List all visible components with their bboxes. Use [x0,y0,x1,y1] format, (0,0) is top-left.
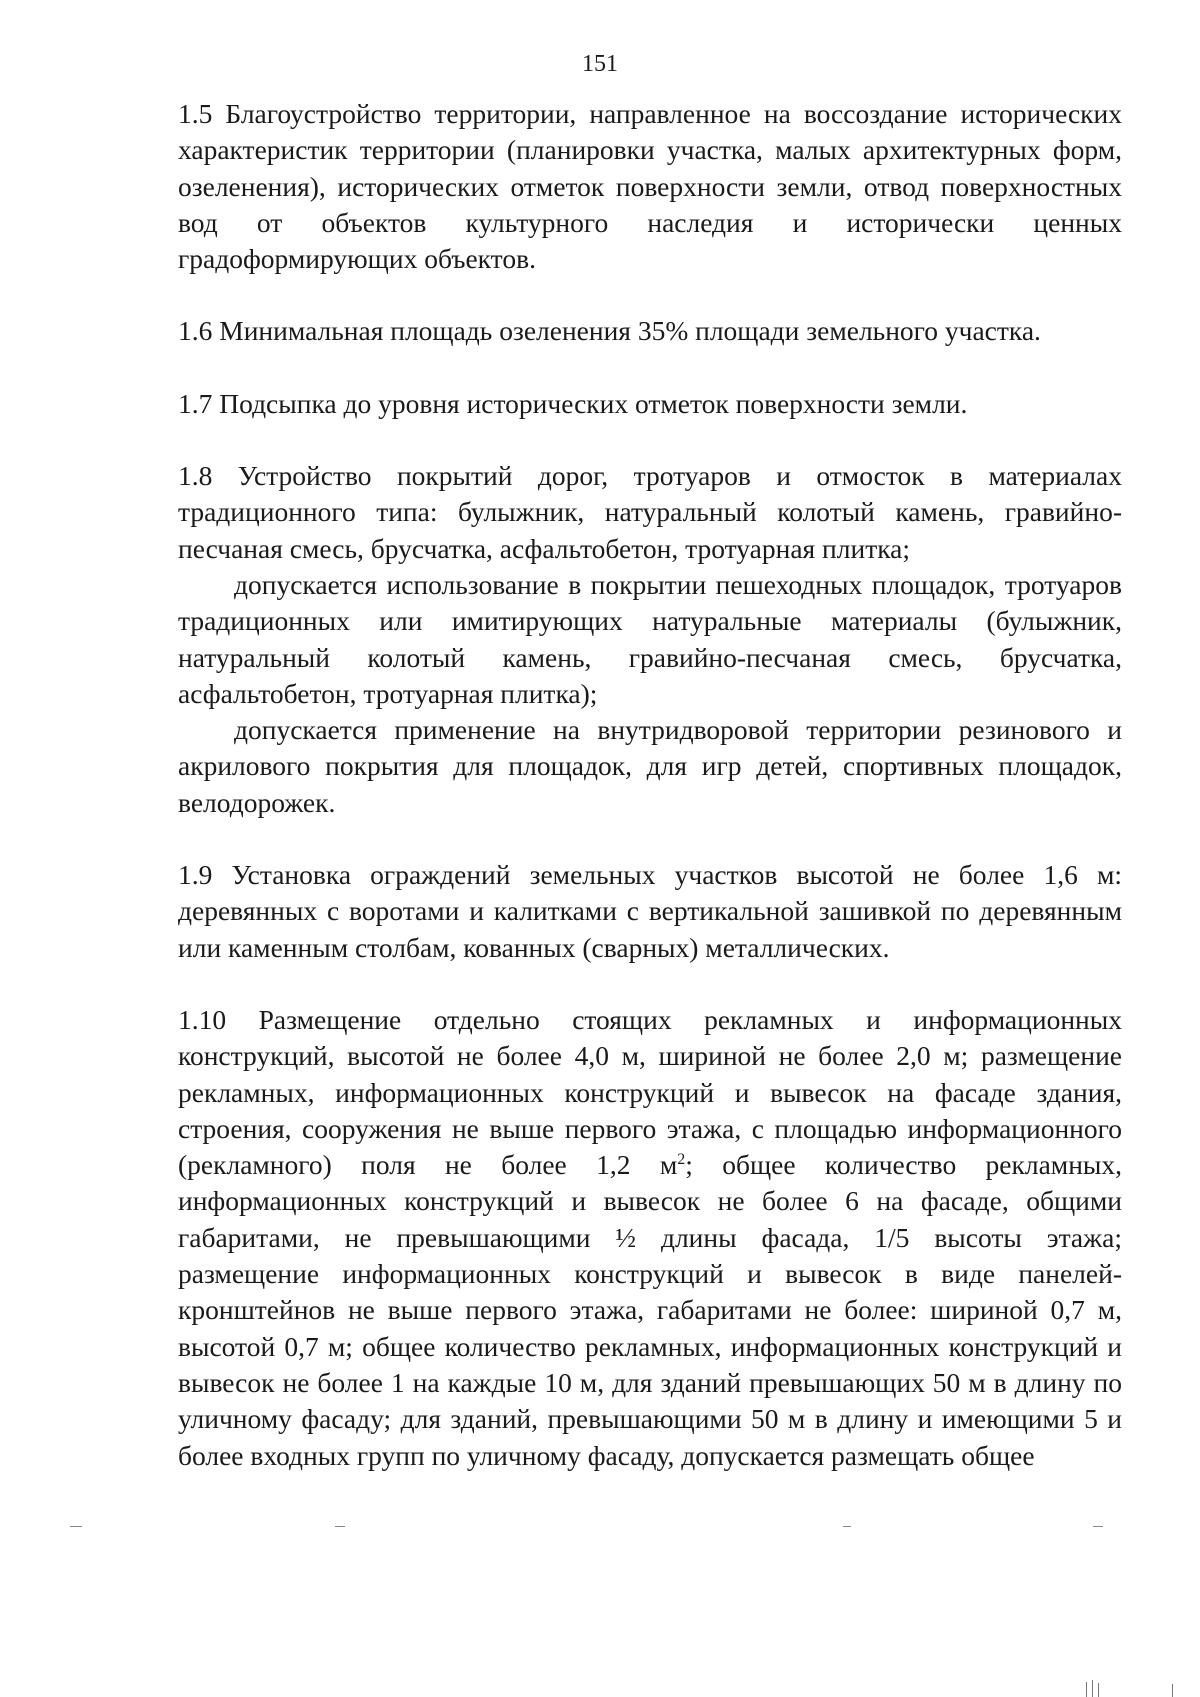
paragraph-1-5: 1.5 Благоустройство территории, направленное на воссоздание исторических характеристик территории (планировки участка, малых архитектурных форм, озеленения), исторических отметок поверхности земли, отвод поверхностных вод от объектов культурного наследия и исторически ценных градоформирующих объектов. [178,98,1122,275]
paragraph-1-8: 1.8 Устройство покрытий дорог, тротуаров и отмосток в материалах традиционного типа: булыжник, натуральный колотый камень, гравийно-песчаная смесь, брусчатка, асфальтобетон, тротуарная плитка; [178,460,1122,564]
scan-artifact-line [70,1526,82,1527]
scan-artifact-mark [1098,1683,1099,1697]
page-number: 151 [582,51,618,77]
paragraph-1-9: 1.9 Установка ограждений земельных участков высотой не более 1,6 м: деревянных с воротами и калитками с вертикальной зашивкой по деревянным или каменным столбам, кованных (сварных) металлических. [178,859,1122,963]
scan-artifact-line [843,1526,851,1527]
paragraph-1-8-note-b: допускается применение на внутридворовой территории резинового и акрилового покрытия для площадок, для игр детей, спортивных площадок, велодорожек. [178,714,1122,818]
paragraph-1-6: 1.6 Минимальная площадь озеленения 35% площади земельного участка. [178,315,1041,347]
paragraph-1-10-text-b: ; общее количество рекламных, информационных конструкций и вывесок не более 6 на фасаде, общими габаритами, не превышающими ½ длины фасада, 1/5 высоты этажа; размещение информационных конструкций и вывесок в виде панелей-кронштейнов не выше первого этажа, габаритами не более: шириной 0,7 м, высотой 0,7 м; общее количество рекламных, информационных конструкций и вывесок не более 1 на каждые 10 м, для зданий превышающих 50 м в длину по уличному фасаду; для зданий, превышающими 50 м в длину и имеющими 5 и более входных групп по уличному фасаду, допускается размещать общее [178,1149,1123,1471]
paragraph-1-8-note-a: допускается использование в покрытии пешеходных площадок, тротуаров традиционных или имитирующих натуральные материалы (булыжник, натуральный колотый камень, гравийно-песчаная смесь, брусчатка, асфальтобетон, тротуарная плитка); [178,568,1122,709]
paragraph-1-10 [178,1002,1122,1474]
scan-artifact-line [1093,1526,1103,1527]
document-body [178,96,1122,1474]
scan-artifact-mark [1086,1682,1087,1697]
square-meter-superscript: 2 [677,1150,686,1168]
scan-artifact-mark [1172,1684,1173,1697]
paragraph-1-7: 1.7 Подсыпка до уровня исторических отметок поверхности земли. [178,387,968,419]
paragraph-1-10-text-a: 1.10 Размещение отдельно стоящих рекламных и информационных конструкций, высотой не более 4,0 м, шириной не более 2,0 м; размещение рекламных, информационных конструкций и вывесок на фасаде здания, строения, сооружения не выше первого этажа, с площадью информационного (рекламного) поля не более 1,2 м [178,1003,1122,1181]
scan-artifact-mark [1092,1680,1093,1697]
scan-artifact-line [335,1526,345,1527]
